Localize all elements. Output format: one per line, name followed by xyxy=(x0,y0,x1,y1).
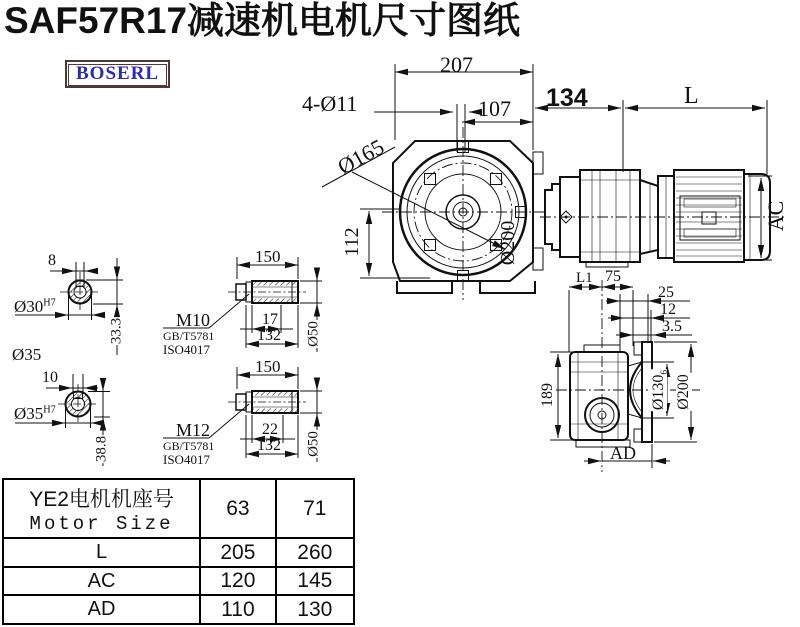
dim-L: L xyxy=(684,83,699,109)
dim-d35h7-base: Ø35 xyxy=(14,404,44,423)
row-AD-63: 110 xyxy=(200,595,275,624)
dim-d200: Ø200 xyxy=(675,374,692,410)
dim-d30h7 xyxy=(14,298,56,315)
dim-L1: L1 xyxy=(576,270,593,286)
label-gb-top: GB/T5781 xyxy=(163,329,215,343)
table-row-AC xyxy=(3,567,354,596)
dim-d50-bottom: Ø50 xyxy=(305,431,322,457)
label-m10: M10 xyxy=(176,310,211,330)
dim-207: 207 xyxy=(440,52,473,77)
dim-38-8: 38.8 xyxy=(93,435,110,463)
dim-22: 22 xyxy=(262,421,278,438)
row-AD-71: 130 xyxy=(276,595,354,624)
dim-25: 25 xyxy=(658,284,674,301)
label-m12: M12 xyxy=(176,420,211,440)
dim-d30h7-tol: H7 xyxy=(43,297,56,309)
dim-17: 17 xyxy=(262,311,278,328)
dim-150-top: 150 xyxy=(255,247,281,266)
label-iso-bottom: ISO4017 xyxy=(163,452,210,467)
row-AD-label: AD xyxy=(3,595,200,624)
dim-d130-tol: 6 xyxy=(659,369,671,375)
dim-AC: AC xyxy=(763,200,788,232)
motor-size-label-cn: YE2电机机座号 xyxy=(29,487,174,511)
front-flange-od-label: Ø200 xyxy=(497,220,519,266)
motor-size-label-en: Motor Size xyxy=(29,512,174,535)
dim-d50-top: Ø50 xyxy=(305,321,322,347)
brand-logo xyxy=(65,60,170,88)
row-AC-63: 120 xyxy=(200,567,275,596)
dim-112: 112 xyxy=(341,227,363,257)
table-row-L xyxy=(3,538,354,567)
motor-size-table xyxy=(2,478,355,625)
motor-size-63: 63 xyxy=(200,479,275,538)
label-gb-bottom: GB/T5781 xyxy=(163,439,215,453)
dim-d130-base: Ø130 xyxy=(650,374,667,411)
dim-d165: Ø165 xyxy=(333,133,389,180)
dim-12: 12 xyxy=(660,301,676,318)
row-L-71: 260 xyxy=(276,538,354,567)
row-AC-label: AC xyxy=(3,567,200,596)
motor-size-71: 71 xyxy=(276,479,354,538)
dim-132-bottom: 132 xyxy=(257,437,281,454)
dim-d130 xyxy=(650,369,671,411)
brand-logo-text: BOSERL xyxy=(76,63,160,84)
page-title: SAF57R17减速机电机尺寸图纸 xyxy=(4,0,521,41)
table-header-row xyxy=(3,479,354,538)
dim-132-top: 132 xyxy=(257,327,281,344)
dim-150-bottom: 150 xyxy=(255,357,281,376)
dim-d35h7 xyxy=(14,405,56,422)
dim-33-3: 33.3 xyxy=(108,317,125,345)
table-row-AD xyxy=(3,595,354,624)
row-L-63: 205 xyxy=(200,538,275,567)
dim-134: 134 xyxy=(546,84,588,112)
dim-d35h7-tol: H7 xyxy=(43,404,56,416)
row-L-label: L xyxy=(3,538,200,567)
table-header-label xyxy=(3,479,200,538)
dim-key-10: 10 xyxy=(42,369,58,386)
dim-3-5: 3.5 xyxy=(662,318,682,335)
dim-key-8: 8 xyxy=(48,252,56,269)
dim-107: 107 xyxy=(478,96,511,121)
dim-75: 75 xyxy=(605,268,621,285)
brand-logo-frame xyxy=(68,64,167,86)
dim-d30h7-base: Ø30 xyxy=(14,297,44,316)
dim-AD: AD xyxy=(610,443,636,463)
dim-189: 189 xyxy=(539,383,556,407)
label-iso-top: ISO4017 xyxy=(163,342,210,357)
dim-4xd11: 4-Ø11 xyxy=(302,91,358,116)
row-AC-71: 145 xyxy=(276,567,354,596)
dim-d35: Ø35 xyxy=(12,345,42,364)
